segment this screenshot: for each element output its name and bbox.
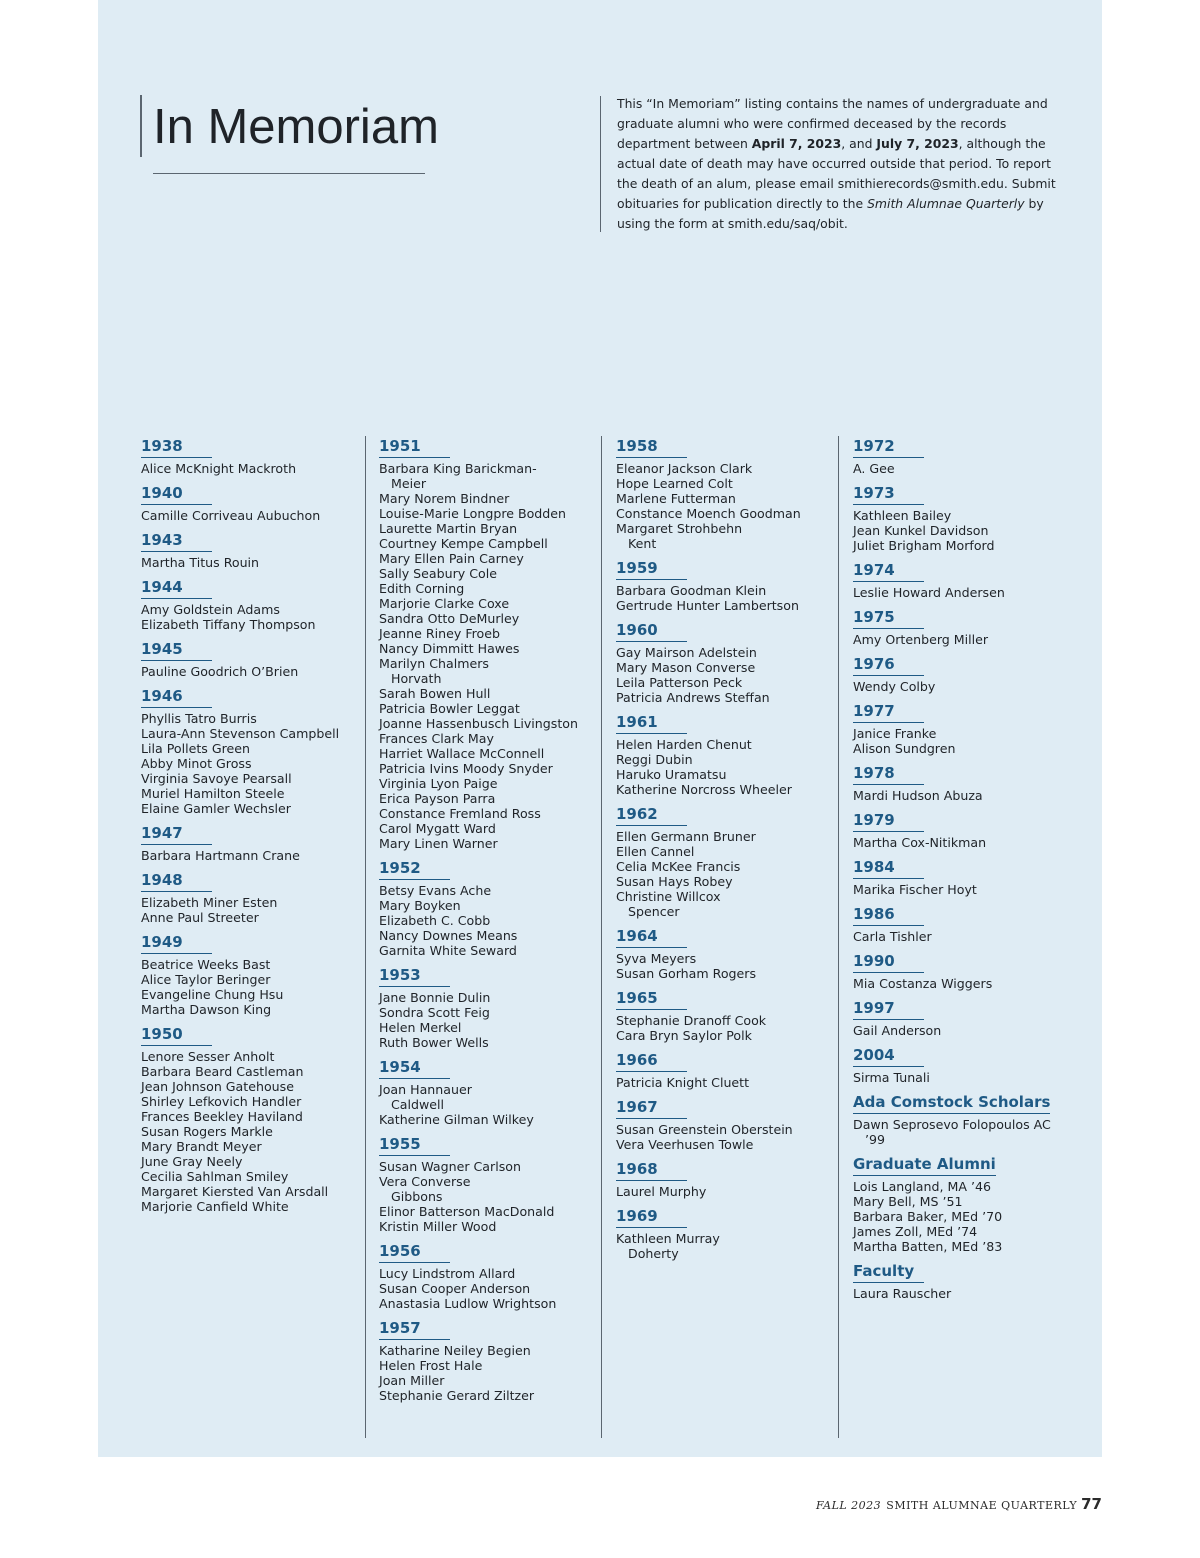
alum-name: Patricia Ivins Moody Snyder bbox=[379, 761, 553, 776]
class-year-heading: 1984 bbox=[853, 857, 924, 879]
class-year-group bbox=[379, 1318, 604, 1403]
class-year-heading: 1990 bbox=[853, 951, 924, 973]
class-year-heading: 1962 bbox=[616, 804, 687, 826]
class-year-group bbox=[853, 998, 1078, 1038]
class-year-heading: 1974 bbox=[853, 560, 924, 582]
class-year-group bbox=[853, 904, 1078, 944]
alum-name: Sirma Tunali bbox=[853, 1070, 930, 1085]
alum-name: Phyllis Tatro Burris bbox=[141, 711, 257, 726]
alum-name: Carol Mygatt Ward bbox=[379, 821, 496, 836]
alum-name: Alison Sundgren bbox=[853, 741, 956, 756]
class-year-heading: 1965 bbox=[616, 988, 687, 1010]
class-year-heading: 1969 bbox=[616, 1206, 687, 1228]
alum-name-continued: Doherty bbox=[628, 1246, 679, 1261]
intro-accent-bar bbox=[600, 96, 601, 232]
alum-name: Stephanie Dranoff Cook bbox=[616, 1013, 767, 1028]
alum-name: A. Gee bbox=[853, 461, 895, 476]
class-year-group bbox=[616, 804, 841, 919]
alum-name: Stephanie Gerard Ziltzer bbox=[379, 1388, 535, 1403]
class-year-group bbox=[379, 436, 604, 851]
alum-name: Ruth Bower Wells bbox=[379, 1035, 489, 1050]
class-year-heading: 1946 bbox=[141, 686, 212, 708]
class-year-heading: 1997 bbox=[853, 998, 924, 1020]
alum-name: Mary Norem Bindner bbox=[379, 491, 510, 506]
alum-name: Harriet Wallace McConnell bbox=[379, 746, 545, 761]
class-year-group bbox=[141, 932, 366, 1017]
alum-name: Gail Anderson bbox=[853, 1023, 942, 1038]
class-year-group bbox=[853, 1092, 1078, 1147]
class-year-heading: 1945 bbox=[141, 639, 212, 661]
alum-name: Helen Harden Chenut bbox=[616, 737, 752, 752]
class-year-heading: 1948 bbox=[141, 870, 212, 892]
alum-name: Leila Patterson Peck bbox=[616, 675, 743, 690]
alum-name: Cara Bryn Saylor Polk bbox=[616, 1028, 752, 1043]
alum-name: Barbara Hartmann Crane bbox=[141, 848, 300, 863]
class-year-heading: 1975 bbox=[853, 607, 924, 629]
class-year-heading: 1938 bbox=[141, 436, 212, 458]
alum-name: Marika Fischer Hoyt bbox=[853, 882, 977, 897]
alum-name: Katherine Norcross Wheeler bbox=[616, 782, 792, 797]
class-year-heading: 2004 bbox=[853, 1045, 924, 1067]
alum-name: Haruko Uramatsu bbox=[616, 767, 727, 782]
class-year-group bbox=[379, 1241, 604, 1311]
class-year-heading: 1952 bbox=[379, 858, 450, 880]
alum-name: Sondra Scott Feig bbox=[379, 1005, 490, 1020]
alum-name: Muriel Hamilton Steele bbox=[141, 786, 285, 801]
class-year-heading: 1950 bbox=[141, 1024, 212, 1046]
alum-name: Susan Hays Robey bbox=[616, 874, 733, 889]
alum-name: Susan Wagner Carlson bbox=[379, 1159, 521, 1174]
class-year-heading: Faculty bbox=[853, 1261, 924, 1283]
class-year-heading: 1954 bbox=[379, 1057, 450, 1079]
alum-name: Marlene Futterman bbox=[616, 491, 736, 506]
class-year-group bbox=[616, 1159, 841, 1199]
alum-name: Mia Costanza Wiggers bbox=[853, 976, 993, 991]
alum-name: Sally Seabury Cole bbox=[379, 566, 497, 581]
class-year-group bbox=[616, 436, 841, 551]
alum-name: Vera Veerhusen Towle bbox=[616, 1137, 754, 1152]
alum-name: Barbara Baker, MEd ’70 bbox=[853, 1209, 1003, 1224]
alum-name: Eleanor Jackson Clark bbox=[616, 461, 753, 476]
alum-name: Shirley Lefkovich Handler bbox=[141, 1094, 302, 1109]
alum-name: Constance Fremland Ross bbox=[379, 806, 541, 821]
alum-name: Mary Mason Converse bbox=[616, 660, 756, 675]
alum-name: Janice Franke bbox=[853, 726, 937, 741]
alum-name: Joan Miller bbox=[379, 1373, 445, 1388]
alum-name: Pauline Goodrich O’Brien bbox=[141, 664, 299, 679]
intro-end-date: July 7, 2023 bbox=[876, 136, 959, 151]
alum-name: Louise-Marie Longpre Bodden bbox=[379, 506, 567, 521]
alum-name: Hope Learned Colt bbox=[616, 476, 733, 491]
class-year-group bbox=[379, 1057, 604, 1127]
class-year-heading: 1953 bbox=[379, 965, 450, 987]
class-year-heading: 1960 bbox=[616, 620, 687, 642]
alum-name: Elizabeth Tiffany Thompson bbox=[141, 617, 316, 632]
alum-name: Carla Tishler bbox=[853, 929, 932, 944]
alum-name: Ellen Cannel bbox=[616, 844, 695, 859]
class-year-heading: 1959 bbox=[616, 558, 687, 580]
alum-name: Syva Meyers bbox=[616, 951, 697, 966]
class-year-group bbox=[141, 530, 366, 570]
class-year-group bbox=[853, 857, 1078, 897]
alum-name: Joan Hannauer bbox=[379, 1082, 472, 1097]
alum-name-continued: Caldwell bbox=[391, 1097, 445, 1112]
class-year-group bbox=[616, 1206, 841, 1261]
memoriam-column-3 bbox=[616, 436, 841, 1268]
alum-name: Beatrice Weeks Bast bbox=[141, 957, 271, 972]
class-year-heading: 1972 bbox=[853, 436, 924, 458]
alum-name: Abby Minot Gross bbox=[141, 756, 252, 771]
alum-name: Lucy Lindstrom Allard bbox=[379, 1266, 516, 1281]
alum-name: Jean Kunkel Davidson bbox=[853, 523, 989, 538]
class-year-heading: 1951 bbox=[379, 436, 450, 458]
memoriam-column-4 bbox=[853, 436, 1078, 1308]
class-year-group bbox=[141, 1024, 366, 1214]
intro-text: , and bbox=[841, 136, 877, 151]
page-footer bbox=[816, 1494, 1102, 1513]
alum-name: Camille Corriveau Aubuchon bbox=[141, 508, 321, 523]
alum-name: Elizabeth Miner Esten bbox=[141, 895, 278, 910]
alum-name: Laurel Murphy bbox=[616, 1184, 707, 1199]
alum-name: Barbara King Barickman- bbox=[379, 461, 537, 476]
class-year-group bbox=[853, 560, 1078, 600]
alum-name: Gertrude Hunter Lambertson bbox=[616, 598, 799, 613]
alum-name: Joanne Hassenbusch Livingston bbox=[379, 716, 578, 731]
class-year-group bbox=[853, 951, 1078, 991]
alum-name: Susan Rogers Markle bbox=[141, 1124, 273, 1139]
alum-name: Jean Johnson Gatehouse bbox=[141, 1079, 294, 1094]
intro-text: by using the form at smith.edu/saq/obit. bbox=[617, 196, 1044, 231]
alum-name: Barbara Beard Castleman bbox=[141, 1064, 304, 1079]
class-year-heading: 1986 bbox=[853, 904, 924, 926]
alum-name-continued: ’99 bbox=[865, 1132, 886, 1147]
alum-name: Amy Goldstein Adams bbox=[141, 602, 280, 617]
class-year-group bbox=[141, 483, 366, 523]
class-year-heading: Ada Comstock Scholars bbox=[853, 1092, 1050, 1114]
class-year-group bbox=[616, 558, 841, 613]
alum-name: Erica Payson Parra bbox=[379, 791, 496, 806]
alum-name: Elinor Batterson MacDonald bbox=[379, 1204, 555, 1219]
alum-name: Margaret Kiersted Van Arsdall bbox=[141, 1184, 329, 1199]
class-year-heading: 1955 bbox=[379, 1134, 450, 1156]
alum-name: Reggi Dubin bbox=[616, 752, 693, 767]
footer-issue: FALL 2023 bbox=[815, 1499, 882, 1512]
alum-name: Katherine Gilman Wilkey bbox=[379, 1112, 534, 1127]
class-year-heading: 1979 bbox=[853, 810, 924, 832]
class-year-group bbox=[379, 965, 604, 1050]
class-year-group bbox=[853, 1261, 1078, 1301]
alum-name: Lila Pollets Green bbox=[141, 741, 250, 756]
alum-name-continued: Spencer bbox=[628, 904, 680, 919]
class-year-heading: 1973 bbox=[853, 483, 924, 505]
intro-text: , although the actual date of death may have occurred outside that period. To report the death of an alum, please email smithierecords@smith.edu. Submit obituaries for publication directly to the bbox=[617, 136, 1056, 211]
alum-name: Mary Linen Warner bbox=[379, 836, 498, 851]
alum-name: Susan Greenstein Oberstein bbox=[616, 1122, 793, 1137]
alum-name: Laurette Martin Bryan bbox=[379, 521, 518, 536]
alum-name: Marilyn Chalmers bbox=[379, 656, 489, 671]
class-year-group bbox=[616, 712, 841, 797]
alum-name: Vera Converse bbox=[379, 1174, 471, 1189]
class-year-heading: 1957 bbox=[379, 1318, 450, 1340]
class-year-group bbox=[616, 926, 841, 981]
class-year-group bbox=[141, 577, 366, 632]
class-year-group bbox=[616, 988, 841, 1043]
alum-name: Mary Brandt Meyer bbox=[141, 1139, 262, 1154]
class-year-heading: 1967 bbox=[616, 1097, 687, 1119]
class-year-heading: 1976 bbox=[853, 654, 924, 676]
alum-name: Sarah Bowen Hull bbox=[379, 686, 491, 701]
class-year-group bbox=[853, 483, 1078, 553]
alum-name: Laura Rauscher bbox=[853, 1286, 952, 1301]
alum-name: Barbara Goodman Klein bbox=[616, 583, 767, 598]
alum-name: Cecilia Sahlman Smiley bbox=[141, 1169, 289, 1184]
alum-name: Betsy Evans Ache bbox=[379, 883, 492, 898]
footer-publication: SMITH ALUMNAE QUARTERLY bbox=[886, 1499, 1078, 1512]
alum-name: Kathleen Murray bbox=[616, 1231, 720, 1246]
alum-name: Martha Dawson King bbox=[141, 1002, 272, 1017]
alum-name: Alice Taylor Beringer bbox=[141, 972, 271, 987]
column-divider bbox=[838, 436, 839, 1438]
alum-name: Martha Titus Rouin bbox=[141, 555, 260, 570]
alum-name: Christine Willcox bbox=[616, 889, 721, 904]
alum-name: Virginia Savoye Pearsall bbox=[141, 771, 292, 786]
class-year-group bbox=[853, 1154, 1078, 1254]
alum-name: Elizabeth C. Cobb bbox=[379, 913, 491, 928]
alum-name: Katharine Neiley Begien bbox=[379, 1343, 531, 1358]
alum-name: Susan Gorham Rogers bbox=[616, 966, 757, 981]
alum-name: Nancy Downes Means bbox=[379, 928, 518, 943]
alum-name: Wendy Colby bbox=[853, 679, 936, 694]
alum-name: Kathleen Bailey bbox=[853, 508, 952, 523]
class-year-heading: 1978 bbox=[853, 763, 924, 785]
alum-name: Leslie Howard Andersen bbox=[853, 585, 1005, 600]
class-year-heading: 1958 bbox=[616, 436, 687, 458]
alum-name: Anastasia Ludlow Wrightson bbox=[379, 1296, 557, 1311]
alum-name-continued: Meier bbox=[391, 476, 427, 491]
intro-start-date: April 7, 2023 bbox=[751, 136, 842, 151]
alum-name: Martha Cox-Nitikman bbox=[853, 835, 987, 850]
alum-name: Anne Paul Streeter bbox=[141, 910, 259, 925]
alum-name: Virginia Lyon Paige bbox=[379, 776, 498, 791]
alum-name: Kristin Miller Wood bbox=[379, 1219, 497, 1234]
class-year-group bbox=[141, 639, 366, 679]
alum-name: Gay Mairson Adelstein bbox=[616, 645, 757, 660]
column-divider bbox=[365, 436, 366, 1438]
class-year-heading: 1961 bbox=[616, 712, 687, 734]
intro-publication-name: Smith Alumnae Quarterly bbox=[867, 196, 1025, 211]
class-year-heading: 1947 bbox=[141, 823, 212, 845]
alum-name: Constance Moench Goodman bbox=[616, 506, 801, 521]
alum-name: Lenore Sesser Anholt bbox=[141, 1049, 275, 1064]
class-year-heading: 1949 bbox=[141, 932, 212, 954]
alum-name: Jeanne Riney Froeb bbox=[379, 626, 501, 641]
page-title: In Memoriam bbox=[153, 100, 439, 154]
class-year-group bbox=[141, 436, 366, 476]
class-year-heading: 1968 bbox=[616, 1159, 687, 1181]
alum-name: Jane Bonnie Dulin bbox=[379, 990, 491, 1005]
alum-name: Laura-Ann Stevenson Campbell bbox=[141, 726, 340, 741]
memoriam-column-2 bbox=[379, 436, 604, 1410]
alum-name: Ellen Germann Bruner bbox=[616, 829, 756, 844]
alum-name: Frances Clark May bbox=[379, 731, 494, 746]
alum-name: Mary Bell, MS ’51 bbox=[853, 1194, 963, 1209]
class-year-group bbox=[853, 654, 1078, 694]
class-year-group bbox=[379, 858, 604, 958]
class-year-group bbox=[616, 620, 841, 705]
alum-name: Nancy Dimmitt Hawes bbox=[379, 641, 520, 656]
class-year-group bbox=[853, 436, 1078, 476]
class-year-group bbox=[616, 1097, 841, 1152]
alum-name: Evangeline Chung Hsu bbox=[141, 987, 284, 1002]
class-year-heading: 1977 bbox=[853, 701, 924, 723]
title-underline bbox=[153, 173, 425, 174]
alum-name-continued: Horvath bbox=[391, 671, 442, 686]
alum-name: Amy Ortenberg Miller bbox=[853, 632, 989, 647]
class-year-heading: 1940 bbox=[141, 483, 212, 505]
class-year-group bbox=[141, 870, 366, 925]
class-year-heading: 1966 bbox=[616, 1050, 687, 1072]
class-year-group bbox=[616, 1050, 841, 1090]
class-year-heading: Graduate Alumni bbox=[853, 1154, 996, 1176]
alum-name: Garnita White Seward bbox=[379, 943, 517, 958]
alum-name: Dawn Seprosevo Folopoulos AC bbox=[853, 1117, 1051, 1132]
alum-name: Mardi Hudson Abuza bbox=[853, 788, 983, 803]
alum-name: James Zoll, MEd ’74 bbox=[853, 1224, 978, 1239]
class-year-heading: 1943 bbox=[141, 530, 212, 552]
alum-name: Martha Batten, MEd ’83 bbox=[853, 1239, 1003, 1254]
alum-name: Marjorie Canfield White bbox=[141, 1199, 289, 1214]
alum-name: June Gray Neely bbox=[141, 1154, 243, 1169]
class-year-group bbox=[141, 823, 366, 863]
alum-name: Frances Beekley Haviland bbox=[141, 1109, 303, 1124]
alum-name: Juliet Brigham Morford bbox=[853, 538, 995, 553]
alum-name: Patricia Bowler Leggat bbox=[379, 701, 520, 716]
alum-name: Patricia Andrews Steffan bbox=[616, 690, 770, 705]
class-year-heading: 1944 bbox=[141, 577, 212, 599]
class-year-group bbox=[853, 607, 1078, 647]
alum-name: Mary Boyken bbox=[379, 898, 461, 913]
alum-name-continued: Gibbons bbox=[391, 1189, 443, 1204]
class-year-group bbox=[853, 763, 1078, 803]
class-year-group bbox=[853, 810, 1078, 850]
alum-name: Courtney Kempe Campbell bbox=[379, 536, 548, 551]
alum-name: Helen Merkel bbox=[379, 1020, 462, 1035]
alum-name: Mary Ellen Pain Carney bbox=[379, 551, 524, 566]
alum-name-continued: Kent bbox=[628, 536, 657, 551]
alum-name: Celia McKee Francis bbox=[616, 859, 741, 874]
alum-name: Lois Langland, MA ’46 bbox=[853, 1179, 991, 1194]
alum-name: Patricia Knight Cluett bbox=[616, 1075, 750, 1090]
page-number: 77 bbox=[1081, 1495, 1102, 1513]
class-year-group bbox=[853, 1045, 1078, 1085]
class-year-group bbox=[379, 1134, 604, 1234]
intro-paragraph bbox=[617, 94, 1057, 234]
alum-name: Susan Cooper Anderson bbox=[379, 1281, 531, 1296]
class-year-group bbox=[853, 701, 1078, 756]
column-divider bbox=[601, 436, 602, 1438]
class-year-heading: 1956 bbox=[379, 1241, 450, 1263]
class-year-heading: 1964 bbox=[616, 926, 687, 948]
alum-name: Helen Frost Hale bbox=[379, 1358, 483, 1373]
alum-name: Marjorie Clarke Coxe bbox=[379, 596, 510, 611]
intro-text: This “In Memoriam” listing contains the names of undergraduate and graduate alumni who were confirmed deceased by the records department between bbox=[617, 96, 1048, 151]
alum-name: Margaret Strohbehn bbox=[616, 521, 743, 536]
class-year-group bbox=[141, 686, 366, 816]
alum-name: Edith Corning bbox=[379, 581, 465, 596]
memoriam-column-1 bbox=[141, 436, 366, 1221]
alum-name: Elaine Gamler Wechsler bbox=[141, 801, 291, 816]
alum-name: Alice McKnight Mackroth bbox=[141, 461, 297, 476]
alum-name: Sandra Otto DeMurley bbox=[379, 611, 520, 626]
title-accent-bar bbox=[140, 95, 142, 157]
